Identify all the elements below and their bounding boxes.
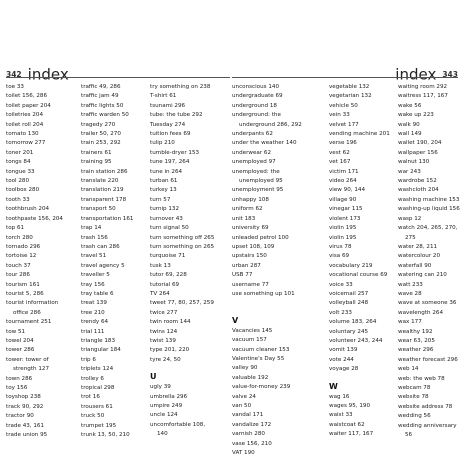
index-entry: waist 33 (329, 412, 353, 419)
index-entry: violin 195 (329, 234, 357, 241)
index-entry: water 28, 211 (398, 243, 438, 250)
index-entry: unit 183 (232, 215, 256, 222)
index-entry: tourist 5, 286 (6, 290, 44, 297)
index-entry: tooth 33 (6, 196, 30, 203)
index-entry: travel 51 (81, 253, 107, 260)
index-entry: uncomfortable 108, (150, 421, 206, 428)
index-entry: torch 280 (6, 234, 33, 241)
index-entry: turnover 43 (150, 215, 183, 222)
index-entry: vacuum cleaner 153 (232, 346, 290, 353)
index-entry: war 243 (398, 168, 421, 175)
index-entry: triplets 124 (81, 366, 114, 373)
index-entry: tutor 69, 228 (150, 272, 187, 279)
index-column (398, 83, 464, 440)
page-title: index (27, 65, 69, 84)
index-entry: view 90, 144 (329, 187, 366, 194)
index-entry: web: the web 78 (398, 375, 445, 382)
index-entry: tower: tower of (6, 356, 49, 363)
index-entry: tyre 24, 50 (150, 356, 181, 363)
index-entry: tree 210 (81, 309, 105, 316)
index-entry: wall 149 (398, 131, 422, 138)
index-entry: trip 6 (81, 356, 96, 363)
index-entry: toothbrush 204 (6, 206, 50, 213)
index-entry: umpire 249 (150, 403, 183, 409)
index-entry: tomato 130 (6, 131, 39, 138)
index-entry: track 90, 292 (6, 403, 44, 410)
index-entry: touch 37 (6, 262, 31, 269)
index-entry: trumpet 195 (81, 422, 117, 429)
index-entry: use something up 101 (232, 290, 295, 297)
index-entry: turn 57 (150, 196, 171, 203)
index-entry: waiting room 292 (398, 84, 448, 90)
index-entry: vacuum 157 (232, 337, 267, 344)
index-entry: vegetarian 132 (329, 93, 372, 100)
index-entry: tourist information (6, 300, 59, 307)
index-entry: victim 171 (329, 168, 359, 175)
index-entry: van 50 (232, 402, 252, 409)
index-entry: training 95 (81, 159, 112, 166)
index-entry: university 69 (232, 225, 269, 232)
index-entry: vocational course 69 (329, 272, 388, 279)
index-entry: unemployed: the (232, 168, 280, 175)
page-number: 342 (6, 70, 22, 79)
header-rule (6, 77, 230, 78)
index-entry: toilet paper 204 (6, 102, 51, 109)
index-entry: USB 77 (232, 272, 253, 279)
index-entry: turn signal 50 (150, 225, 189, 232)
page-number: 343 (442, 70, 458, 79)
index-entry: vomit 139 (329, 347, 358, 354)
index-entry: vinegar 115 (329, 206, 363, 213)
index-entry: voicemail 257 (329, 290, 369, 297)
index-entry: vocabulary 219 (329, 262, 373, 269)
index-entry: toy 156 (6, 385, 28, 391)
index-column (81, 83, 151, 440)
index-entry: truck 50 (81, 413, 105, 420)
page-title: index (395, 65, 437, 84)
index-entry: tusk 13 (150, 262, 171, 269)
index-entry: tower 286 (6, 347, 35, 354)
index-entry: trade union 95 (6, 432, 48, 439)
index-entry: type 201, 220 (150, 347, 190, 354)
index-entry: twins 124 (150, 328, 178, 335)
index-entry: velvet 177 (329, 121, 359, 128)
index-entry: town 286 (6, 375, 33, 382)
index-entry: tube: the tube 292 (150, 112, 203, 119)
index-entry: unleaded petrol 100 (232, 234, 289, 241)
index-entry: username 77 (232, 281, 269, 288)
index-entry: toiletries 204 (6, 112, 44, 119)
index-entry: vandalize 172 (232, 421, 272, 428)
index-entry: train station 286 (81, 168, 128, 175)
header-rule (232, 77, 458, 78)
index-entry: wallet 190, 204 (398, 140, 442, 147)
index-entry: watch 204, 265, 270, (398, 225, 458, 232)
index-entry: village 90 (329, 196, 357, 203)
index-entry: uncle 124 (150, 412, 178, 419)
index-entry: washing machine 153 (398, 196, 460, 203)
index-entry: vending machine 201 (329, 131, 390, 138)
index-entry: vote 244 (329, 356, 354, 363)
index-entry: vegetable 132 (329, 84, 370, 90)
index-entry: underground: the (232, 112, 281, 119)
index-entry: voice 33 (329, 281, 353, 288)
index-entry: turn something on 265 (150, 243, 215, 250)
index-entry: top 61 (6, 225, 25, 232)
index-entry: tsunami 296 (150, 102, 186, 109)
index-entry: trailer 50, 270 (81, 131, 121, 138)
index-entry: urban 287 (232, 262, 261, 269)
index-column (150, 83, 220, 440)
index-entry: vase 156, 210 (232, 440, 272, 447)
index-entry: wear 63, 205 (398, 337, 435, 344)
index-entry: volleyball 248 (329, 300, 369, 307)
index-entry: tow 51 (6, 328, 26, 335)
index-entry: tomorrow 277 (6, 140, 46, 147)
index-column (329, 83, 399, 440)
index-entry: umbrella 296 (150, 393, 188, 400)
index-entry: tractor 90 (6, 413, 34, 420)
index-entry: turban 61 (150, 178, 178, 185)
index-entry: weather forecast 296 (398, 356, 458, 363)
index-column (6, 83, 76, 440)
index-entry: under the weather 140 (232, 140, 297, 147)
index-entry: toolbox 280 (6, 187, 40, 194)
index-entry: waiter 117, 167 (329, 431, 374, 438)
index-entry: wealthy 192 (398, 328, 433, 335)
index-entry: weather 296 (398, 347, 434, 354)
index-entry: valuable 192 (232, 374, 269, 381)
index-entry: tumble-dryer 153 (150, 149, 200, 156)
page-header (395, 64, 458, 84)
index-entry-continuation: unemployed 95 (239, 178, 283, 185)
index-entry: webcam 78 (398, 385, 431, 391)
index-entry: twist 139 (150, 337, 176, 344)
index-entry: varnish 280 (232, 431, 265, 438)
index-entry: wave at someone 36 (398, 300, 457, 307)
index-entry: triangle 183 (81, 337, 116, 344)
index-entry: trunk 13, 50, 210 (81, 432, 130, 439)
index-entry: train 253, 292 (81, 140, 121, 147)
spacer (232, 299, 302, 308)
index-entry: voyage 28 (329, 366, 359, 373)
index-entry: watercolour 20 (398, 253, 441, 260)
index-entry: wax 177 (398, 319, 422, 326)
index-entry: voluntary 245 (329, 328, 369, 335)
index-entry: toner 201 (6, 149, 34, 156)
index-entry-continuation: underground 286, 292 (239, 121, 302, 128)
index-entry: tortoise 12 (6, 253, 37, 260)
index-entry: trial 111 (81, 328, 105, 335)
index-entry: valley 90 (232, 365, 258, 372)
index-entry: tray 156 (81, 281, 105, 288)
index-entry: volunteer 243, 244 (329, 337, 383, 344)
section-letter: U (150, 372, 157, 382)
index-entry: vein 33 (329, 112, 350, 119)
index-entry: traffic warden 50 (81, 112, 129, 119)
index-entry: trousers 61 (81, 403, 113, 410)
index-entry: twin room 144 (150, 319, 191, 326)
index-entry: translate 220 (81, 178, 119, 185)
index-entry: visa 69 (329, 253, 350, 260)
index-entry: VAT 190 (232, 450, 255, 457)
index-entry: treat 139 (81, 300, 107, 307)
index-entry: undergraduate 69 (232, 93, 283, 100)
index-entry: trash 156 (81, 234, 108, 241)
index-entry: tour 286 (6, 272, 30, 279)
index-entry: toothpaste 156, 204 (6, 215, 63, 222)
index-entry: tongs 84 (6, 159, 31, 166)
index-entry: trot 16 (81, 394, 100, 401)
index-entry: watt 233 (398, 281, 423, 288)
index-entry: tuition fees 69 (150, 131, 191, 138)
index-entry: wallpaper 156 (398, 149, 438, 156)
index-entry: waterfall 90 (398, 262, 432, 269)
index-entry: walnut 130 (398, 159, 430, 166)
index-entry: washcloth 204 (398, 187, 439, 194)
index-entry: wake 56 (398, 102, 422, 109)
index-entry: tongue 33 (6, 168, 35, 175)
right-page (232, 0, 464, 464)
index-entry: transparent 178 (81, 196, 127, 203)
index-entry: Valentine's Day 55 (232, 355, 285, 362)
index-entry: unemployed 97 (232, 159, 276, 166)
index-entry: volt 233 (329, 309, 352, 316)
index-entry: tray table 6 (81, 290, 114, 297)
index-entry: wag 16 (329, 393, 350, 400)
index-entry: TV 264 (150, 290, 170, 297)
index-entry: underpants 62 (232, 131, 273, 138)
index-entry: web 14 (398, 366, 419, 373)
index-entry: tutorial 69 (150, 281, 180, 288)
index-entry: tournament 251 (6, 319, 52, 326)
index-entry: travel agency 5 (81, 262, 125, 269)
index-entry: unemployment 95 (232, 187, 284, 194)
index-entry: unhappy 108 (232, 196, 269, 203)
index-entry: wave 28 (398, 290, 422, 297)
index-entry: tweet 77, 80, 257, 259 (150, 300, 214, 307)
index-entry: transportation 161 (81, 215, 134, 222)
index-entry: walk 90 (398, 121, 420, 128)
index-entry: vet 167 (329, 159, 351, 166)
index-entry: traveller 5 (81, 272, 110, 279)
index-entry: upstairs 150 (232, 253, 267, 260)
index-entry: vehicle 50 (329, 102, 358, 109)
index-entry: traffic lights 50 (81, 102, 124, 109)
index-entry: washing-up liquid 156 (398, 206, 460, 213)
index-entry: video 264 (329, 178, 357, 185)
index-entry: waitress 117, 167 (398, 93, 448, 100)
index-column (232, 83, 302, 458)
index-entry-continuation: office 286 (13, 309, 41, 316)
index-entry: upset 108, 109 (232, 243, 275, 250)
index-entry: toe 33 (6, 84, 24, 90)
index-entry: violin 195 (329, 225, 357, 232)
page-header (6, 64, 69, 84)
index-entry-continuation: strength 127 (13, 366, 50, 373)
index-entry: value-for-money 239 (232, 384, 291, 391)
index-entry: tulip 210 (150, 140, 175, 147)
index-entry: vandal 171 (232, 412, 264, 419)
index-entry: website 78 (398, 394, 429, 401)
index-entry: underwear 62 (232, 149, 272, 156)
index-entry: wedding 56 (398, 413, 431, 420)
index-entry: volume 183, 264 (329, 319, 377, 326)
index-entry: underground 18 (232, 102, 277, 109)
index-entry: transport 50 (81, 206, 116, 213)
index-entry: traffic jam 49 (81, 93, 119, 100)
index-entry: ugly 39 (150, 384, 171, 391)
index-entry: violent 173 (329, 215, 361, 222)
index-entry: tune 197, 264 (150, 159, 190, 166)
section-letter: V (232, 315, 239, 325)
index-entry-continuation: 56 (405, 432, 413, 439)
index-entry: trolley 6 (81, 375, 104, 382)
index-entry: watering can 210 (398, 272, 447, 279)
index-entry: tourism 161 (6, 281, 40, 288)
index-entry: unconscious 140 (232, 84, 280, 90)
index-entry: triangular 184 (81, 347, 121, 354)
index-entry: trendy 64 (81, 319, 109, 326)
index-entry: try something on 238 (150, 84, 211, 90)
index-entry: wake up 223 (398, 112, 434, 119)
index-entry: toyshop 238 (6, 394, 41, 401)
index-entry: verse 196 (329, 140, 357, 147)
index-entry: towel 204 (6, 337, 34, 344)
index-entry: translation 219 (81, 187, 124, 194)
index-entry: turnip 132 (150, 206, 180, 213)
index-entry: wasp 12 (398, 215, 422, 222)
index-entry: wardrobe 152 (398, 178, 437, 185)
index-entry: tornado 296 (6, 243, 41, 250)
index-entry: T-shirt 61 (150, 93, 177, 100)
index-entry: tragedy 270 (81, 121, 116, 128)
index-entry: twice 277 (150, 309, 178, 316)
index-entry: wavelength 264 (398, 309, 444, 316)
index-entry: waistcoat 62 (329, 421, 365, 428)
index-entry: tropical 298 (81, 385, 115, 391)
index-entry: wedding anniversary (398, 422, 457, 429)
index-entry: turn something off 265 (150, 234, 215, 241)
index-entry: turquoise 71 (150, 253, 186, 260)
index-entry: tool 280 (6, 178, 30, 185)
index-entry: vest 62 (329, 149, 350, 156)
index-entry: tune in 264 (150, 168, 183, 175)
index-entry: trap 14 (81, 225, 102, 232)
index-entry: trash can 286 (81, 243, 120, 250)
index-entry: turkey 13 (150, 187, 177, 194)
index-entry: uniform 62 (232, 206, 263, 213)
index-entry: toilet roll 204 (6, 121, 44, 128)
index-entry: trainers 61 (81, 149, 112, 156)
index-entry: Tuesday 274 (150, 121, 186, 128)
index-entry: toilet 156, 286 (6, 93, 48, 100)
index-entry: website address 78 (398, 403, 453, 410)
index-entry: virus 78 (329, 243, 352, 250)
section-letter: W (329, 381, 338, 391)
index-entry-continuation: 275 (405, 234, 416, 241)
index-entry: traffic 49, 286 (81, 84, 121, 90)
index-entry: trade 43, 161 (6, 422, 45, 429)
index-entry-continuation: 140 (157, 431, 168, 438)
index-entry: Vacancies 145 (232, 327, 273, 334)
index-entry: wages 95, 190 (329, 403, 371, 409)
index-entry: valve 24 (232, 393, 256, 400)
